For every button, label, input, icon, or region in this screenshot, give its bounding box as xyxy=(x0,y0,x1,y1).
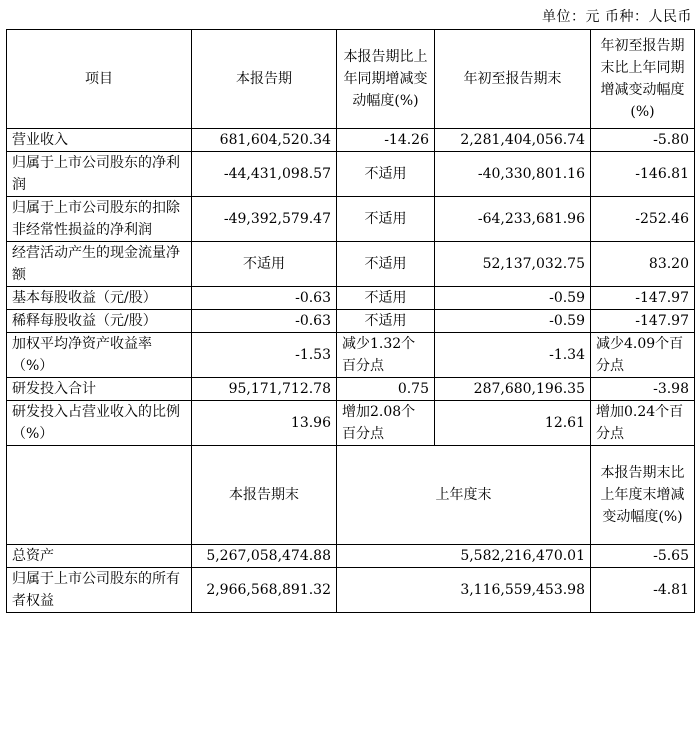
row-ytd: 287,680,196.35 xyxy=(435,378,591,401)
row-item: 研发投入占营业收入的比例（%） xyxy=(7,401,192,446)
row-current: -0.63 xyxy=(192,310,337,333)
row-current: -49,392,579.47 xyxy=(192,197,337,242)
row-ytd-change: -252.46 xyxy=(591,197,695,242)
header-ytd-change: 年初至报告期末比上年同期增减变动幅度(%) xyxy=(591,30,695,129)
row-item: 研发投入合计 xyxy=(7,378,192,401)
row-current: -0.63 xyxy=(192,287,337,310)
row-current-change: -14.26 xyxy=(337,129,435,152)
currency-unit-note: 单位：元 币种：人民币 xyxy=(542,9,692,25)
header-period-end-change: 本报告期末比上年度末增减变动幅度(%) xyxy=(591,446,695,545)
row-current-change: 不适用 xyxy=(337,310,435,333)
row-item: 归属于上市公司股东的扣除非经常性损益的净利润 xyxy=(7,197,192,242)
table-header-row xyxy=(7,30,695,129)
row-ytd-change: 83.20 xyxy=(591,242,695,287)
row-current-change: 不适用 xyxy=(337,242,435,287)
row-ytd: -0.59 xyxy=(435,287,591,310)
row-ytd: 52,137,032.75 xyxy=(435,242,591,287)
row-item: 基本每股收益（元/股） xyxy=(7,287,192,310)
row-ytd: -40,330,801.16 xyxy=(435,152,591,197)
table-row xyxy=(7,401,695,446)
row-item: 加权平均净资产收益率（%） xyxy=(7,333,192,378)
row-current-change: 减少1.32个百分点 xyxy=(337,333,435,378)
row-current-change: 0.75 xyxy=(337,378,435,401)
balance-header-row xyxy=(7,446,695,545)
row-item: 稀释每股收益（元/股） xyxy=(7,310,192,333)
row-ytd: -0.59 xyxy=(435,310,591,333)
row-current-change: 不适用 xyxy=(337,287,435,310)
table-row xyxy=(7,333,695,378)
table-row xyxy=(7,310,695,333)
header-prior-year-end: 上年度末 xyxy=(337,446,591,545)
row-item: 归属于上市公司股东的净利润 xyxy=(7,152,192,197)
row-change: -4.81 xyxy=(591,568,695,613)
financial-data-table xyxy=(6,29,695,613)
row-ytd-change: -147.97 xyxy=(591,287,695,310)
table-row xyxy=(7,152,695,197)
row-ytd-change: -3.98 xyxy=(591,378,695,401)
table-row xyxy=(7,242,695,287)
row-ytd: -1.34 xyxy=(435,333,591,378)
row-current: 不适用 xyxy=(192,242,337,287)
row-change: -5.65 xyxy=(591,545,695,568)
row-ytd-change: 减少4.09个百分点 xyxy=(591,333,695,378)
header-current-end: 本报告期末 xyxy=(192,446,337,545)
table-row xyxy=(7,129,695,152)
row-item: 归属于上市公司股东的所有者权益 xyxy=(7,568,192,613)
header-item: 项目 xyxy=(7,30,192,129)
table-row xyxy=(7,545,695,568)
row-current: 95,171,712.78 xyxy=(192,378,337,401)
row-prior-year-end: 5,582,216,470.01 xyxy=(337,545,591,568)
row-ytd-change: 增加0.24个百分点 xyxy=(591,401,695,446)
row-ytd: 2,281,404,056.74 xyxy=(435,129,591,152)
table-row xyxy=(7,197,695,242)
row-current-change: 增加2.08个百分点 xyxy=(337,401,435,446)
row-current-end: 5,267,058,474.88 xyxy=(192,545,337,568)
header-current: 本报告期 xyxy=(192,30,337,129)
row-current-change: 不适用 xyxy=(337,152,435,197)
table-row xyxy=(7,378,695,401)
row-ytd-change: -147.97 xyxy=(591,310,695,333)
row-ytd-change: -146.81 xyxy=(591,152,695,197)
header-current-change: 本报告期比上年同期增减变动幅度(%) xyxy=(337,30,435,129)
row-current-change: 不适用 xyxy=(337,197,435,242)
table-row xyxy=(7,287,695,310)
row-item: 总资产 xyxy=(7,545,192,568)
row-current: -1.53 xyxy=(192,333,337,378)
row-item: 经营活动产生的现金流量净额 xyxy=(7,242,192,287)
row-ytd-change: -5.80 xyxy=(591,129,695,152)
row-item: 营业收入 xyxy=(7,129,192,152)
row-prior-year-end: 3,116,559,453.98 xyxy=(337,568,591,613)
row-current-end: 2,966,568,891.32 xyxy=(192,568,337,613)
row-ytd: -64,233,681.96 xyxy=(435,197,591,242)
header-ytd: 年初至报告期末 xyxy=(435,30,591,129)
blank-header-cell xyxy=(7,446,192,545)
table-row xyxy=(7,568,695,613)
row-current: -44,431,098.57 xyxy=(192,152,337,197)
row-current: 681,604,520.34 xyxy=(192,129,337,152)
row-current: 13.96 xyxy=(192,401,337,446)
row-ytd: 12.61 xyxy=(435,401,591,446)
